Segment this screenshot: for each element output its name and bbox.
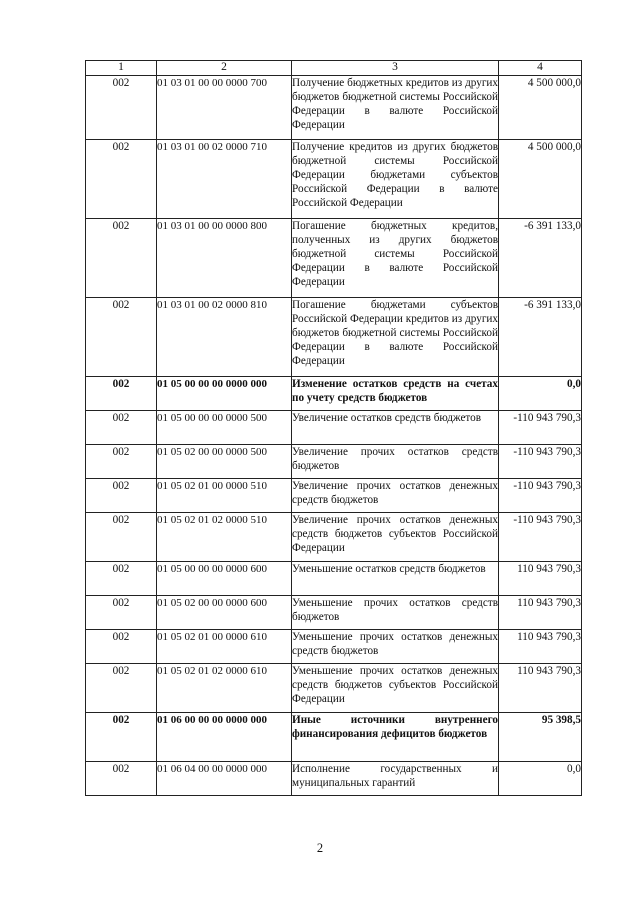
classification-code-cell: 01 05 02 00 00 0000 500: [157, 445, 292, 479]
source-name-cell: Увеличение прочих остатков средств бюджетов: [292, 445, 499, 479]
amount-cell: 4 500 000,0: [499, 140, 582, 219]
table-row: [86, 562, 582, 596]
admin-code-cell: 002: [86, 219, 157, 298]
amount-cell: 110 943 790,3: [499, 664, 582, 713]
classification-code-cell: 01 05 00 00 00 0000 600: [157, 562, 292, 596]
table-row: [86, 513, 582, 562]
amount-cell: 0,0: [499, 377, 582, 411]
budget-sources-table: [85, 60, 582, 796]
table-row: [86, 762, 582, 796]
source-name-cell: Изменение остатков средств на счетах по учету средств бюджетов: [292, 377, 499, 411]
column-header-3: 3: [292, 61, 499, 76]
admin-code-cell: 002: [86, 513, 157, 562]
classification-code-cell: 01 06 04 00 00 0000 000: [157, 762, 292, 796]
table-header-row: [86, 61, 582, 76]
classification-code-cell: 01 05 02 01 00 0000 510: [157, 479, 292, 513]
source-name-cell: Погашение бюджетных кредитов, полученных из других бюджетов бюджетной системы Российской Федерации в валюте Российской Федерации: [292, 219, 499, 298]
table-row: [86, 219, 582, 298]
table-row: [86, 377, 582, 411]
classification-code-cell: 01 06 00 00 00 0000 000: [157, 713, 292, 762]
source-name-cell: Увеличение прочих остатков денежных средств бюджетов субъектов Российской Федерации: [292, 513, 499, 562]
amount-cell: -6 391 133,0: [499, 219, 582, 298]
admin-code-cell: 002: [86, 562, 157, 596]
source-name-cell: Получение бюджетных кредитов из других бюджетов бюджетной системы Российской Федерации в валюте Российской Федерации: [292, 76, 499, 140]
table-row: [86, 630, 582, 664]
admin-code-cell: 002: [86, 762, 157, 796]
classification-code-cell: 01 05 02 01 02 0000 510: [157, 513, 292, 562]
source-name-cell: Иные источники внутреннего финансирования дефицитов бюджетов: [292, 713, 499, 762]
classification-code-cell: 01 05 02 01 00 0000 610: [157, 630, 292, 664]
source-name-cell: Увеличение остатков средств бюджетов: [292, 411, 499, 445]
table-row: [86, 76, 582, 140]
source-name-cell: Уменьшение прочих остатков денежных средств бюджетов: [292, 630, 499, 664]
table-row: [86, 479, 582, 513]
classification-code-cell: 01 03 01 00 00 0000 700: [157, 76, 292, 140]
amount-cell: -110 943 790,3: [499, 479, 582, 513]
amount-cell: -110 943 790,3: [499, 411, 582, 445]
admin-code-cell: 002: [86, 596, 157, 630]
admin-code-cell: 002: [86, 445, 157, 479]
classification-code-cell: 01 03 01 00 00 0000 800: [157, 219, 292, 298]
admin-code-cell: 002: [86, 630, 157, 664]
source-name-cell: Увеличение прочих остатков денежных средств бюджетов: [292, 479, 499, 513]
source-name-cell: Исполнение государственных и муниципальных гарантий: [292, 762, 499, 796]
table-row: [86, 664, 582, 713]
source-name-cell: Получение кредитов из других бюджетов бюджетной системы Российской Федерации бюджетами субъектов Российской Федерации в валюте Российской Федерации: [292, 140, 499, 219]
amount-cell: 110 943 790,3: [499, 596, 582, 630]
amount-cell: -110 943 790,3: [499, 513, 582, 562]
admin-code-cell: 002: [86, 140, 157, 219]
admin-code-cell: 002: [86, 479, 157, 513]
table-row: [86, 298, 582, 377]
classification-code-cell: 01 03 01 00 02 0000 710: [157, 140, 292, 219]
amount-cell: -110 943 790,3: [499, 445, 582, 479]
column-header-2: 2: [157, 61, 292, 76]
column-header-1: 1: [86, 61, 157, 76]
table-row: [86, 140, 582, 219]
classification-code-cell: 01 05 00 00 00 0000 000: [157, 377, 292, 411]
source-name-cell: Погашение бюджетами субъектов Российской Федерации кредитов из других бюджетов бюджетной системы Российской Федерации в валюте Российской Федерации: [292, 298, 499, 377]
source-name-cell: Уменьшение прочих остатков денежных средств бюджетов субъектов Российской Федерации: [292, 664, 499, 713]
admin-code-cell: 002: [86, 664, 157, 713]
amount-cell: 110 943 790,3: [499, 630, 582, 664]
classification-code-cell: 01 05 02 01 02 0000 610: [157, 664, 292, 713]
classification-code-cell: 01 05 02 00 00 0000 600: [157, 596, 292, 630]
admin-code-cell: 002: [86, 298, 157, 377]
amount-cell: -6 391 133,0: [499, 298, 582, 377]
classification-code-cell: 01 03 01 00 02 0000 810: [157, 298, 292, 377]
admin-code-cell: 002: [86, 713, 157, 762]
column-header-4: 4: [499, 61, 582, 76]
amount-cell: 95 398,5: [499, 713, 582, 762]
page-number: 2: [316, 841, 324, 855]
amount-cell: 0,0: [499, 762, 582, 796]
amount-cell: 4 500 000,0: [499, 76, 582, 140]
table-row: [86, 596, 582, 630]
admin-code-cell: 002: [86, 76, 157, 140]
source-name-cell: Уменьшение прочих остатков средств бюджетов: [292, 596, 499, 630]
table-row: [86, 445, 582, 479]
classification-code-cell: 01 05 00 00 00 0000 500: [157, 411, 292, 445]
table-row: [86, 713, 582, 762]
admin-code-cell: 002: [86, 411, 157, 445]
amount-cell: 110 943 790,3: [499, 562, 582, 596]
table-row: [86, 411, 582, 445]
source-name-cell: Уменьшение остатков средств бюджетов: [292, 562, 499, 596]
admin-code-cell: 002: [86, 377, 157, 411]
